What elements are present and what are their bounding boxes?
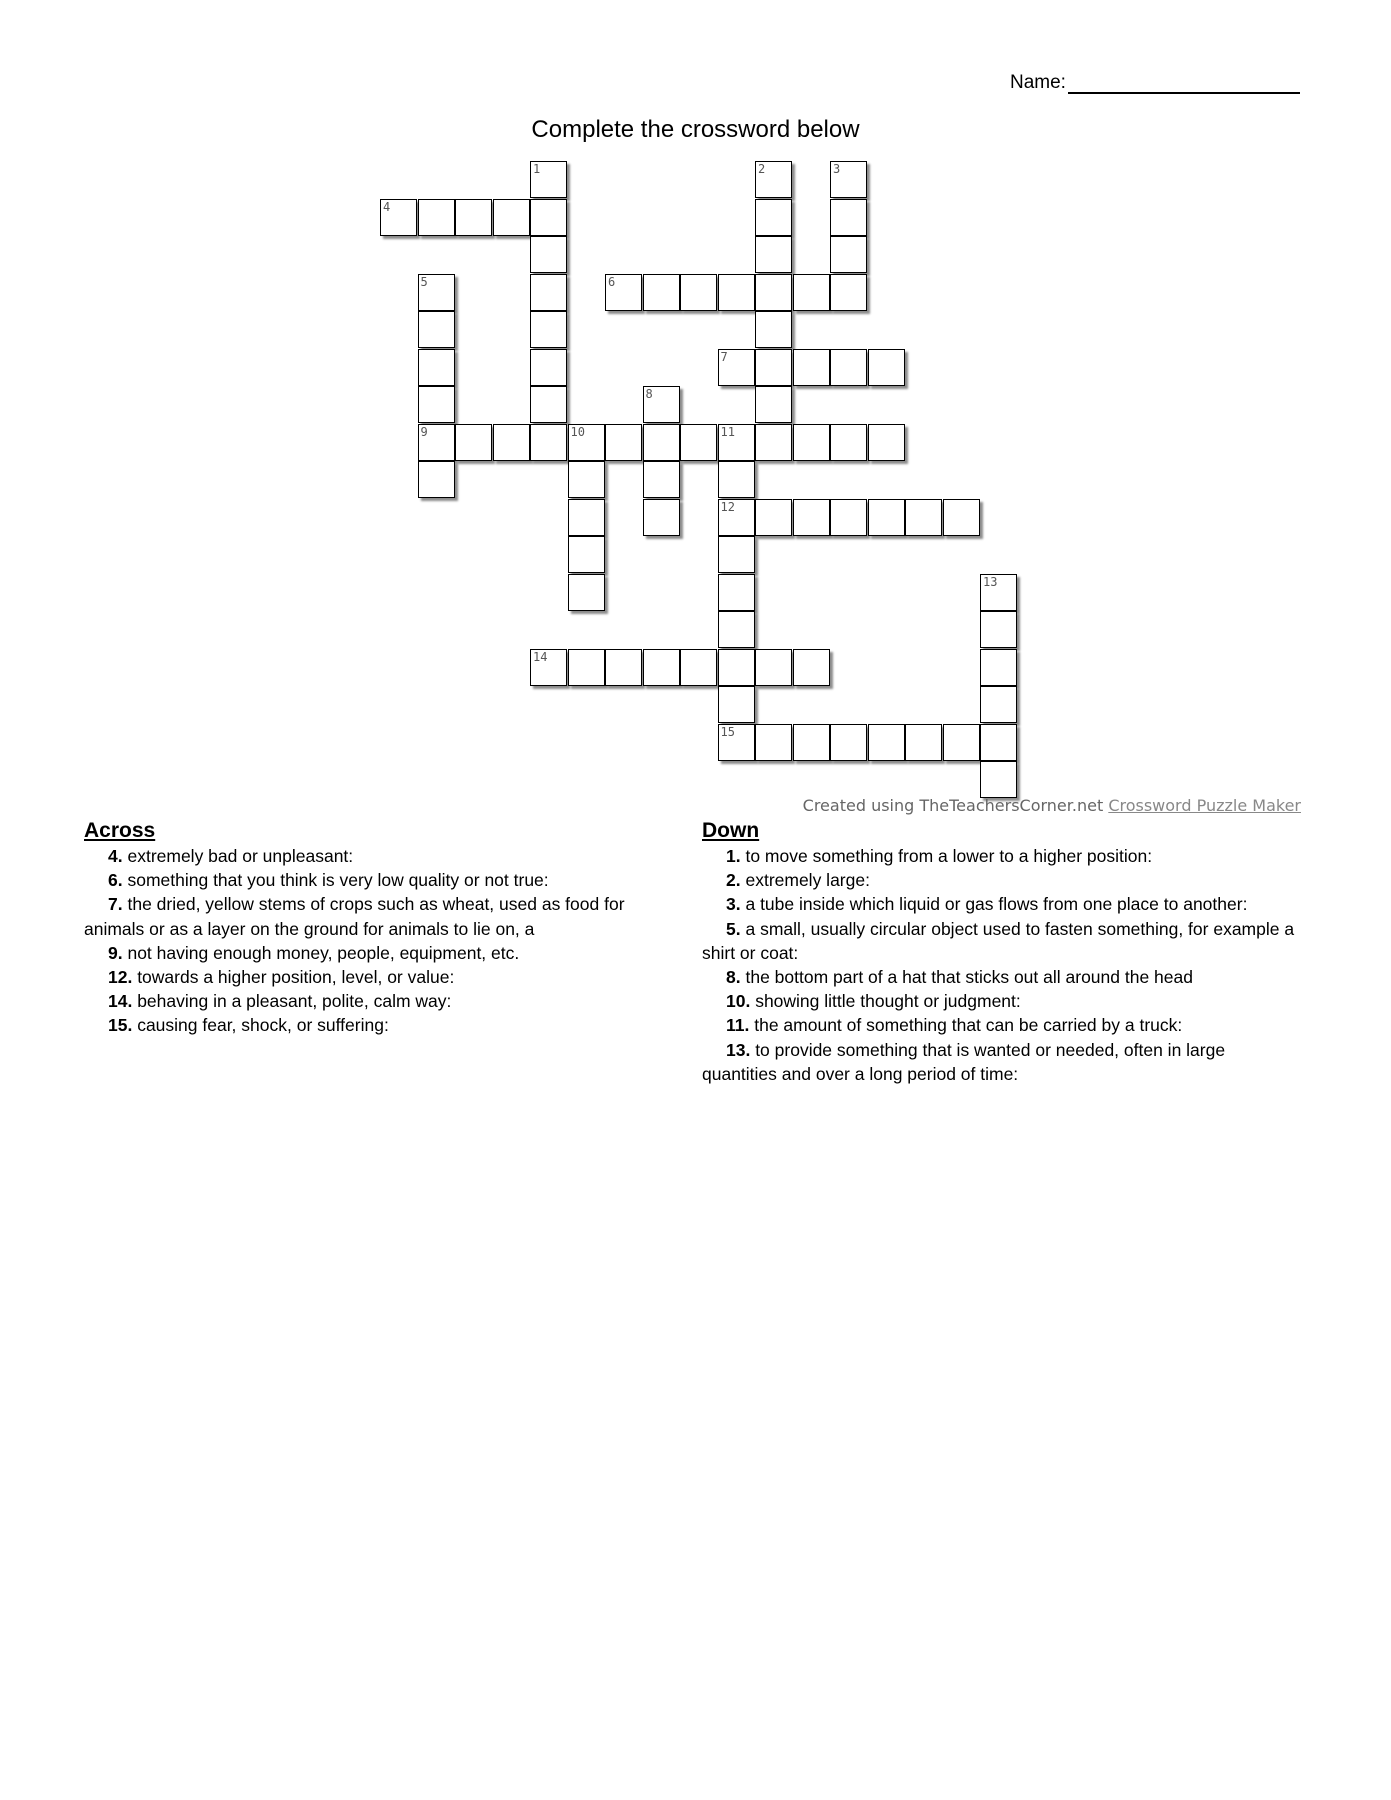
crossword-cell[interactable] (718, 274, 755, 311)
crossword-cell[interactable] (530, 274, 567, 311)
crossword-cell[interactable] (755, 311, 792, 348)
clue-num: 9. (108, 942, 123, 963)
crossword-cell[interactable] (755, 199, 792, 236)
clue-number: 6 (608, 274, 616, 289)
crossword-cell[interactable] (530, 199, 567, 236)
crossword-cell[interactable] (755, 724, 792, 761)
crossword-cell[interactable] (718, 724, 755, 761)
crossword-cell[interactable] (418, 311, 455, 348)
clue-text: extremely large: (740, 870, 870, 891)
crossword-cell[interactable] (680, 274, 717, 311)
clue-text: not having enough money, people, equipment, etc. (122, 942, 520, 963)
clue-text: towards a higher position, level, or value: (132, 967, 455, 988)
crossword-cell[interactable] (680, 649, 717, 686)
crossword-cell[interactable] (980, 686, 1017, 723)
crossword-cell[interactable] (380, 199, 417, 236)
crossword-cell[interactable] (643, 461, 680, 498)
crossword-cell[interactable] (530, 236, 567, 273)
clue-num: 2. (726, 870, 741, 891)
crossword-cell[interactable] (755, 349, 792, 386)
crossword-cell[interactable] (830, 199, 867, 236)
clue-num: 13. (726, 1039, 751, 1060)
down-clues (702, 818, 1302, 1086)
across-clue (84, 844, 664, 868)
crossword-cell[interactable] (418, 199, 455, 236)
across-clue (84, 965, 664, 989)
clue-number: 12 (720, 499, 735, 514)
clue-number: 11 (720, 424, 735, 439)
crossword-cell[interactable] (455, 199, 492, 236)
crossword-cell[interactable] (868, 424, 905, 461)
clue-number: 8 (645, 387, 653, 401)
crossword-cell[interactable] (755, 236, 792, 273)
clue-text: something that you think is very low quality or not true: (122, 870, 549, 891)
across-clue (84, 868, 664, 892)
down-clue (702, 989, 1302, 1013)
crossword-cell[interactable] (793, 274, 830, 311)
crossword-cell[interactable] (980, 574, 1017, 611)
crossword-cell[interactable] (568, 574, 605, 611)
clue-number: 13 (983, 574, 998, 589)
clue-text: causing fear, shock, or suffering: (132, 1015, 389, 1036)
clue-number: 14 (533, 649, 548, 664)
credit-line (803, 796, 1301, 815)
down-heading: Down (702, 819, 760, 842)
crossword-cell[interactable] (568, 536, 605, 573)
down-clue (702, 892, 1302, 916)
clue-num: 15. (108, 1015, 133, 1036)
clue-number: 4 (383, 199, 391, 214)
crossword-cell[interactable] (755, 274, 792, 311)
clue-text: extremely bad or unpleasant: (122, 846, 354, 866)
crossword-cell[interactable] (793, 349, 830, 386)
credit-text: Created using TheTeachersCorner.net (802, 796, 1104, 815)
across-clue (84, 941, 664, 965)
crossword-cell[interactable] (530, 161, 567, 198)
clue-text: behaving in a pleasant, polite, calm way: (132, 991, 452, 1012)
clue-num: 12. (108, 967, 133, 988)
crossword-cell[interactable] (605, 649, 642, 686)
crossword-cell[interactable] (755, 161, 792, 198)
crossword-cell[interactable] (755, 386, 792, 423)
crossword-cell[interactable] (493, 199, 530, 236)
crossword-cell[interactable] (830, 236, 867, 273)
crossword-cell[interactable] (755, 424, 792, 461)
crossword-cell[interactable] (905, 724, 942, 761)
across-clue (84, 1013, 664, 1037)
crossword-cell[interactable] (718, 424, 755, 461)
clue-text: showing little thought or judgment: (750, 991, 1021, 1012)
crossword-cell[interactable] (943, 499, 980, 536)
crossword-cell[interactable] (530, 424, 567, 461)
crossword-cell[interactable] (793, 724, 830, 761)
crossword-cell[interactable] (830, 499, 867, 536)
clue-text: the bottom part of a hat that sticks out all around the head (740, 967, 1193, 988)
crossword-cell[interactable] (530, 386, 567, 423)
clue-num: 5. (726, 918, 741, 939)
crossword-cell[interactable] (868, 724, 905, 761)
crossword-cell[interactable] (605, 274, 642, 311)
crossword-cell[interactable] (755, 499, 792, 536)
clue-text: the dried, yellow stems of crops such as wheat, used as food for animals or as a layer on the ground for animals to lie on, a (84, 894, 625, 939)
clue-text: a tube inside which liquid or gas flows from one place to another: (740, 894, 1248, 915)
crossword-cell[interactable] (568, 461, 605, 498)
crossword-cell[interactable] (755, 649, 792, 686)
clue-number: 9 (420, 424, 428, 439)
crossword-cell[interactable] (980, 649, 1017, 686)
down-clue (702, 1038, 1302, 1086)
crossword-cell[interactable] (980, 724, 1017, 761)
across-clues (84, 818, 664, 1038)
across-clue-list (84, 844, 664, 1038)
crossword-cell[interactable] (830, 724, 867, 761)
clue-number: 1 (533, 162, 541, 176)
clue-text: to provide something that is wanted or needed, often in large quantities and over a long period of time: (702, 1039, 1226, 1084)
crossword-cell[interactable] (530, 311, 567, 348)
crossword-cell[interactable] (718, 461, 755, 498)
crossword-cell[interactable] (718, 349, 755, 386)
crossword-cell[interactable] (718, 649, 755, 686)
crossword-cell[interactable] (718, 499, 755, 536)
down-clue (702, 965, 1302, 989)
clue-text: the amount of something that can be carried by a truck: (749, 1015, 1183, 1036)
crossword-cell[interactable] (868, 349, 905, 386)
crossword-cell[interactable] (830, 161, 867, 198)
crossword-cell[interactable] (980, 761, 1017, 798)
page-title: Complete the crossword below (531, 116, 860, 143)
down-clue (702, 1013, 1302, 1037)
clue-num: 8. (726, 967, 741, 988)
crossword-cell[interactable] (905, 499, 942, 536)
crossword-cell[interactable] (418, 349, 455, 386)
clue-number: 2 (758, 162, 766, 176)
crossword-cell[interactable] (680, 424, 717, 461)
crossword-cell[interactable] (980, 611, 1017, 648)
crossword-cell[interactable] (418, 274, 455, 311)
crossword-cell[interactable] (793, 424, 830, 461)
crossword-cell[interactable] (643, 274, 680, 311)
clue-number: 7 (720, 349, 728, 364)
crossword-cell[interactable] (643, 649, 680, 686)
crossword-cell[interactable] (718, 574, 755, 611)
crossword-cell[interactable] (568, 499, 605, 536)
crossword-cell[interactable] (605, 424, 642, 461)
clue-number: 5 (420, 274, 428, 289)
clue-num: 4. (108, 846, 123, 866)
name-label: Name: (1010, 72, 1066, 93)
clue-text: a small, usually circular object used to fasten something, for example a shirt or coat: (702, 918, 1295, 963)
clue-num: 11. (726, 1015, 750, 1036)
clue-number: 15 (720, 724, 735, 739)
crossword-cell[interactable] (718, 686, 755, 723)
crossword-cell[interactable] (868, 499, 905, 536)
crossword-cell[interactable] (643, 424, 680, 461)
clue-num: 7. (108, 894, 123, 915)
down-clue-list (702, 844, 1302, 1086)
clue-num: 3. (726, 894, 741, 915)
down-clue (702, 868, 1302, 892)
crossword-cell[interactable] (643, 499, 680, 536)
crossword-cell[interactable] (455, 424, 492, 461)
crossword-cell[interactable] (943, 724, 980, 761)
crossword-cell[interactable] (530, 349, 567, 386)
crossword-cell[interactable] (568, 424, 605, 461)
clue-number: 10 (570, 424, 585, 439)
across-heading: Across (84, 819, 156, 842)
clue-num: 10. (726, 991, 751, 1012)
crossword-cell[interactable] (793, 649, 830, 686)
across-clue (84, 892, 664, 940)
crossword-cell[interactable] (643, 386, 680, 423)
clue-num: 6. (108, 870, 123, 891)
clue-num: 1. (726, 846, 741, 866)
crossword-cell[interactable] (530, 649, 567, 686)
down-clue (702, 917, 1302, 965)
crossword-cell[interactable] (830, 424, 867, 461)
clue-text: to move something from a lower to a higher position: (740, 846, 1153, 866)
crossword-cell[interactable] (793, 499, 830, 536)
across-clue (84, 989, 664, 1013)
down-clue (702, 844, 1302, 868)
crossword-cell[interactable] (830, 274, 867, 311)
crossword-cell[interactable] (830, 349, 867, 386)
crossword-cell[interactable] (568, 649, 605, 686)
crossword-cell[interactable] (418, 461, 455, 498)
crossword-cell[interactable] (418, 386, 455, 423)
clue-num: 14. (108, 991, 133, 1012)
crossword-cell[interactable] (493, 424, 530, 461)
crossword-cell[interactable] (718, 611, 755, 648)
crossword-cell[interactable] (418, 424, 455, 461)
crossword-cell[interactable] (718, 536, 755, 573)
crossword-grid (0, 0, 1391, 800)
clue-number: 3 (833, 162, 841, 176)
crossword-maker-link[interactable]: Crossword Puzzle Maker (1108, 796, 1301, 815)
